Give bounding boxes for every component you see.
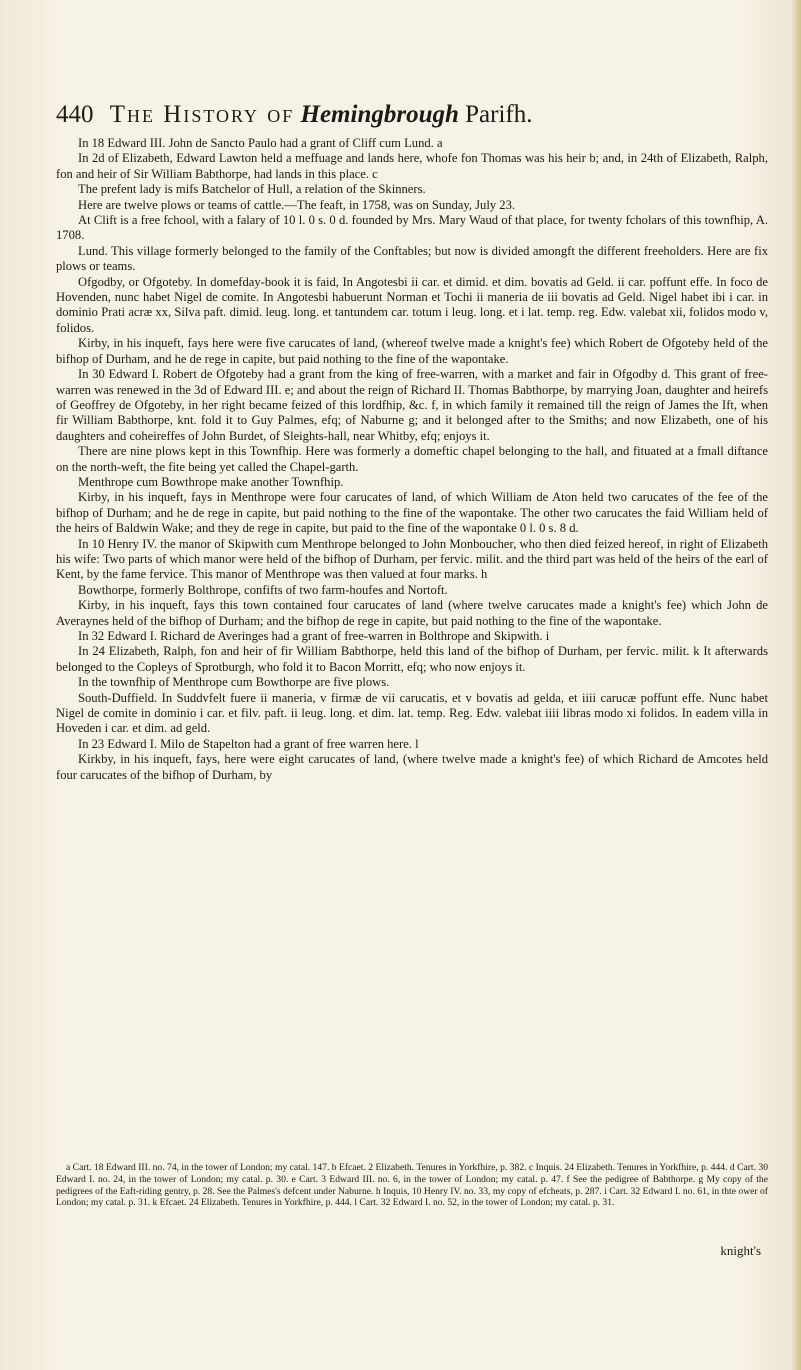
- paragraph: In 32 Edward I. Richard de Averinges had a grant of free-warren in Bolthrope and Skipwith. i: [78, 629, 550, 643]
- paragraph: In 30 Edward I. Robert de Ofgoteby had a grant from the king of free-warren, with a market and fair in Ofgodby d. This grant of free-warren was renewed in the 3d of Edward III. e; and about the reign of Richard II. Thomas Babthorpe, by marrying Joan, daughter and heirefs of Geoffrey de Ofgoteby, in her right became feized of this lordfhip, &c. f, in which family it remained till the reign of James the Ift, when fir William Babthorpe, knt. fold it to Guy Palmes, efq; of Naburne g; and it belonged after to the Smiths; and now Elizabeth, one of his daughters and coheireffes of John Burdet, of Sleights-hall, near Whitby, efq; enjoys it.: [56, 367, 768, 443]
- running-header: [56, 98, 746, 132]
- page-edge: [791, 0, 801, 1370]
- paragraph: Menthrope cum Bowthrope make another Townfhip.: [78, 474, 344, 489]
- paragraph: Kirkby, in his inqueft, fays, here were eight carucates of land, (where twelve made a knight's fee) of which Richard de Amcotes held four carucates of the bifhop of Durham, by: [56, 752, 768, 782]
- paragraph: Here are twelve plows or teams of cattle.—The feaft, in 1758, was on Sunday, July 23.: [78, 197, 516, 212]
- paragraph: In 18 Edward III. John de Sancto Paulo had a grant of Cliff cum Lund. a: [78, 136, 443, 150]
- paragraph: Bowthorpe, formerly Bolthrope, confifts of two farm-houfes and Nortoft.: [78, 582, 448, 597]
- paragraph: Kirby, in his inqueft, fays here were five carucates of land, (whereof twelve made a knight's fee) which Robert de Ofgoteby held of the bifhop of Durham, and he de rege in capite, but paid nothing to the fine of the wapontake.: [56, 336, 768, 366]
- paragraph: Kirby, in his inqueft, fays this town contained four carucates of land (where twelve carucates made a knight's fee) which John de Averaynes held of the bifhop of Durham; and the bifhop de rege in capite, but paid nothing to the fine of the wapontake.: [56, 598, 768, 628]
- paragraph: In 23 Edward I. Milo de Stapelton had a grant of free warren here. l: [78, 736, 419, 751]
- footnote-block: a Cart. 18 Edward III. no. 74, in the tower of London; my catal. 147. b Efcaet. 2 Elizabeth. Tenures in Yorkfhire, p. 382. c Inquis. 24 Elizabeth. Tenures in Yorkfhire, p. 444. d Cart. 30 Edward I. no. 24, in the tower of London; my catal. p. 30. e Cart. 3 Edward III. no. 6, in the tower of London; my catal. p. 47. f See the pedigree of Babthorpe. g My copy of the pedigrees of the Eaft-riding gentry, p. 28. See the Palmes's defcent under Naburne. h Inquis, 10 Henry IV. no. 33, my copy of efcheats, p. 287. i Cart. 32 Edward I. no. 61, in thte ower of London; my catal. p. 31. k Efcaet. 24 Elizabeth. Tenures in Yorkfhire, p. 444. l Cart. 32 Edward I. no. 52, in the tower of London; my catal. p. 31.: [56, 1162, 768, 1209]
- paragraph: In 2d of Elizabeth, Edward Lawton held a meffuage and lands here, whofe fon Thomas was his heir b; and, in 24th of Elizabeth, Ralph, fon and heir of Sir William Babthorpe, had lands in this place. c: [56, 151, 768, 181]
- page-number: 440: [56, 101, 94, 128]
- paragraph: The prefent lady is mifs Batchelor of Hull, a relation of the Skinners.: [78, 182, 426, 197]
- paragraph: Ofgodby, or Ofgoteby. In domefday-book it is faid, In Angotesbi ii car. et dimid. et dim. bovatis ad Geld. ii car. poffunt effe. In foco de Hovenden, nunc habet Nigel de comite. In Angotesbi habuerunt Norman et Tochi ii maneria de iii bovatis ad Geld. Nigel habet ibi i car. in dominio Prati acræ xx, Silva paft. dimid. leug. long. et tantundem car. totum i leug. long. et i lat. temp. reg. Edw. valebat xii, folidos modo v, folidos.: [56, 274, 768, 335]
- paragraph: Lund. This village formerly belonged to the family of the Conftables; but now is divided amongft the different freeholders. Here are fix plows or teams.: [56, 243, 768, 274]
- header-parish: Parifh.: [465, 101, 533, 128]
- paragraph: In the townfhip of Menthrope cum Bowthorpe are five plows.: [78, 675, 390, 690]
- paragraph: In 24 Elizabeth, Ralph, fon and heir of fir William Babthorpe, held this land of the bifhop of Durham, per fervic. milit. k It afterwards belonged to the Copleys of Sprotburgh, who fold it to Bacon Morritt, efq; who now enjoys it.: [56, 644, 768, 674]
- paragraph: Kirby, in his inqueft, fays in Menthrope were four carucates of land, of which William de Aton held two carucates of the fee of the bifhop of Durham; and he de rege in capite, but paid nothing to the fine of the wapontake. The other two carucates the faid William held of the heirs of Baldwin Wake; and they de rege in capite, but paid to the fine of the wapontake 0 l. 0 s. 8 d.: [56, 490, 768, 536]
- footnotes: [56, 1162, 768, 1209]
- header-title: The History of: [109, 101, 295, 128]
- catchword: knight's: [720, 1243, 761, 1258]
- paragraph: At Clift is a free fchool, with a falary of 10 l. 0 s. 0 d. founded by Mrs. Mary Waud of that place, for twenty fcholars of this townfhip, A. 1708.: [56, 213, 768, 243]
- paragraph: In 10 Henry IV. the manor of Skipwith cum Menthrope belonged to John Monboucher, who then died feized hereof, in right of Elizabeth his wife: Two parts of which manor were held of the bifhop of Durham, per fervic. milit. and the third part was held of the heirs of the earl of Kent, by the fame fervice. This manor of Menthrope was then valued at four marks. h: [56, 536, 768, 582]
- paragraph: There are nine plows kept in this Townfhip. Here was formerly a domeftic chapel belonging to the hall, and fituated at a fmall diftance on the north-weft, the fite being yet called the Chapel-garth.: [56, 444, 768, 474]
- header-place: Hemingbrough: [300, 101, 459, 128]
- main-text: [56, 136, 768, 783]
- paragraph: South-Duffield. In Suddvfelt fuere ii maneria, v firmæ de vii carucatis, et v bovatis ad gelda, et iiii carucæ poffunt effe. Nunc habet Nigel de comite in dominio i car. et filv. paft. ii leug. long. et dim. lat. temp. Reg. Edw. valebat iiii libras modo xi folidos. In eadem villa in Hoveden i car. et dim. ad geld.: [56, 690, 768, 736]
